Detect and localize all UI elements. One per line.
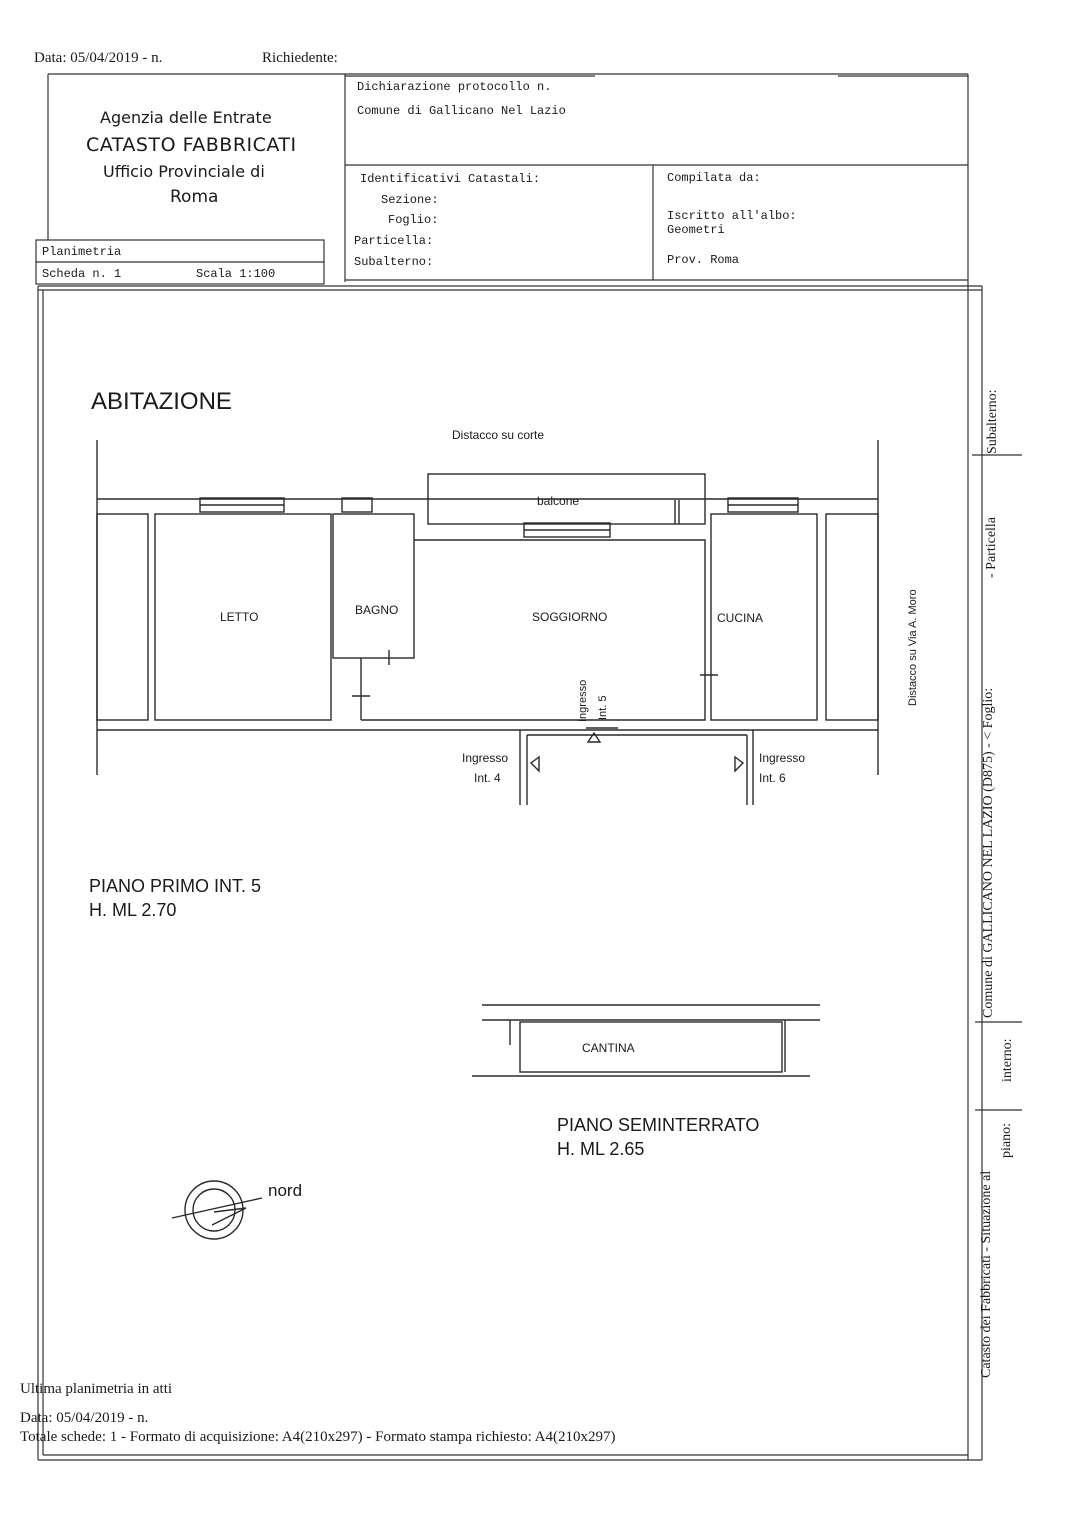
footer-date: Data: 05/04/2019 - n. <box>20 1410 149 1426</box>
identifier-foglio: Foglio: <box>388 213 439 227</box>
sheet-number: Scheda n. 1 <box>42 267 122 281</box>
top-requester: Richiedente: <box>262 50 338 66</box>
room-cucina: CUCINA <box>717 611 764 625</box>
room-soggiorno: SOGGIORNO <box>532 610 608 624</box>
footer-totals: Totale schede: 1 - Formato di acquisizione: A4(210x297) - Formato stampa richiesto: A4(210x297) <box>20 1429 616 1445</box>
office-name: Ufficio Provinciale di <box>103 162 265 181</box>
side-particella: - Particella <box>984 516 999 578</box>
sheet-scale: Scala 1:100 <box>196 267 276 281</box>
identifier-particella: Particella: <box>354 234 434 248</box>
entrance6-word: Ingresso <box>759 751 806 765</box>
entrance6-number: Int. 6 <box>759 771 786 785</box>
catasto-title: CATASTO FABBRICATI <box>86 134 297 156</box>
office-city: Roma <box>170 187 219 207</box>
entrance4-word: Ingresso <box>462 751 509 765</box>
entrance5-word: Ingresso <box>577 679 589 722</box>
floor2-title: PIANO SEMINTERRATO <box>557 1115 760 1135</box>
cellar-label: CANTINA <box>582 1041 635 1055</box>
profession: Geometri <box>667 223 725 237</box>
plan-title: ABITAZIONE <box>91 388 232 415</box>
north-arrow-icon <box>172 1181 262 1239</box>
side-situazione: Catasto dei Fabbricati - Situazione al <box>979 1170 994 1378</box>
top-date: Data: 05/04/2019 - n. <box>34 50 163 66</box>
entrance5-number: Int. 5 <box>597 695 609 720</box>
entrance4-number: Int. 4 <box>474 771 501 785</box>
north-label: nord <box>268 1181 303 1200</box>
side-comune: Comune di GALLICANO NEL LAZIO (D875) - < Foglio: <box>981 687 996 1018</box>
side-interno: interno: <box>1000 1038 1015 1082</box>
identifier-sezione: Sezione: <box>381 193 439 207</box>
room-bagno: BAGNO <box>355 603 399 617</box>
room-letto: LETTO <box>220 610 259 624</box>
balcony-label: balcone <box>537 494 580 508</box>
identifier-subalterno: Subalterno: <box>354 255 434 269</box>
street-gap-label: Distacco su Via A. Moro <box>907 589 919 706</box>
floor2-height: H. ML 2.65 <box>557 1139 645 1159</box>
identifiers-title: Identificativi Catastali: <box>360 172 541 186</box>
side-subalterno: Subalterno: <box>985 389 1000 454</box>
protocol-label: Dichiarazione protocollo n. <box>357 80 552 94</box>
compiled-by: Compilata da: <box>667 171 761 185</box>
floor1-title: PIANO PRIMO INT. 5 <box>89 876 262 896</box>
side-piano: piano: <box>999 1123 1014 1158</box>
agency-name: Agenzia delle Entrate <box>100 108 272 127</box>
floor1-height: H. ML 2.70 <box>89 900 177 920</box>
registered-label: Iscritto all'albo: <box>667 209 797 223</box>
province: Prov. Roma <box>667 253 740 267</box>
court-gap-label: Distacco su corte <box>452 428 545 442</box>
protocol-comune: Comune di Gallicano Nel Lazio <box>357 104 566 118</box>
footer-last-plan: Ultima planimetria in atti <box>20 1381 173 1397</box>
sheet-type: Planimetria <box>42 245 122 259</box>
